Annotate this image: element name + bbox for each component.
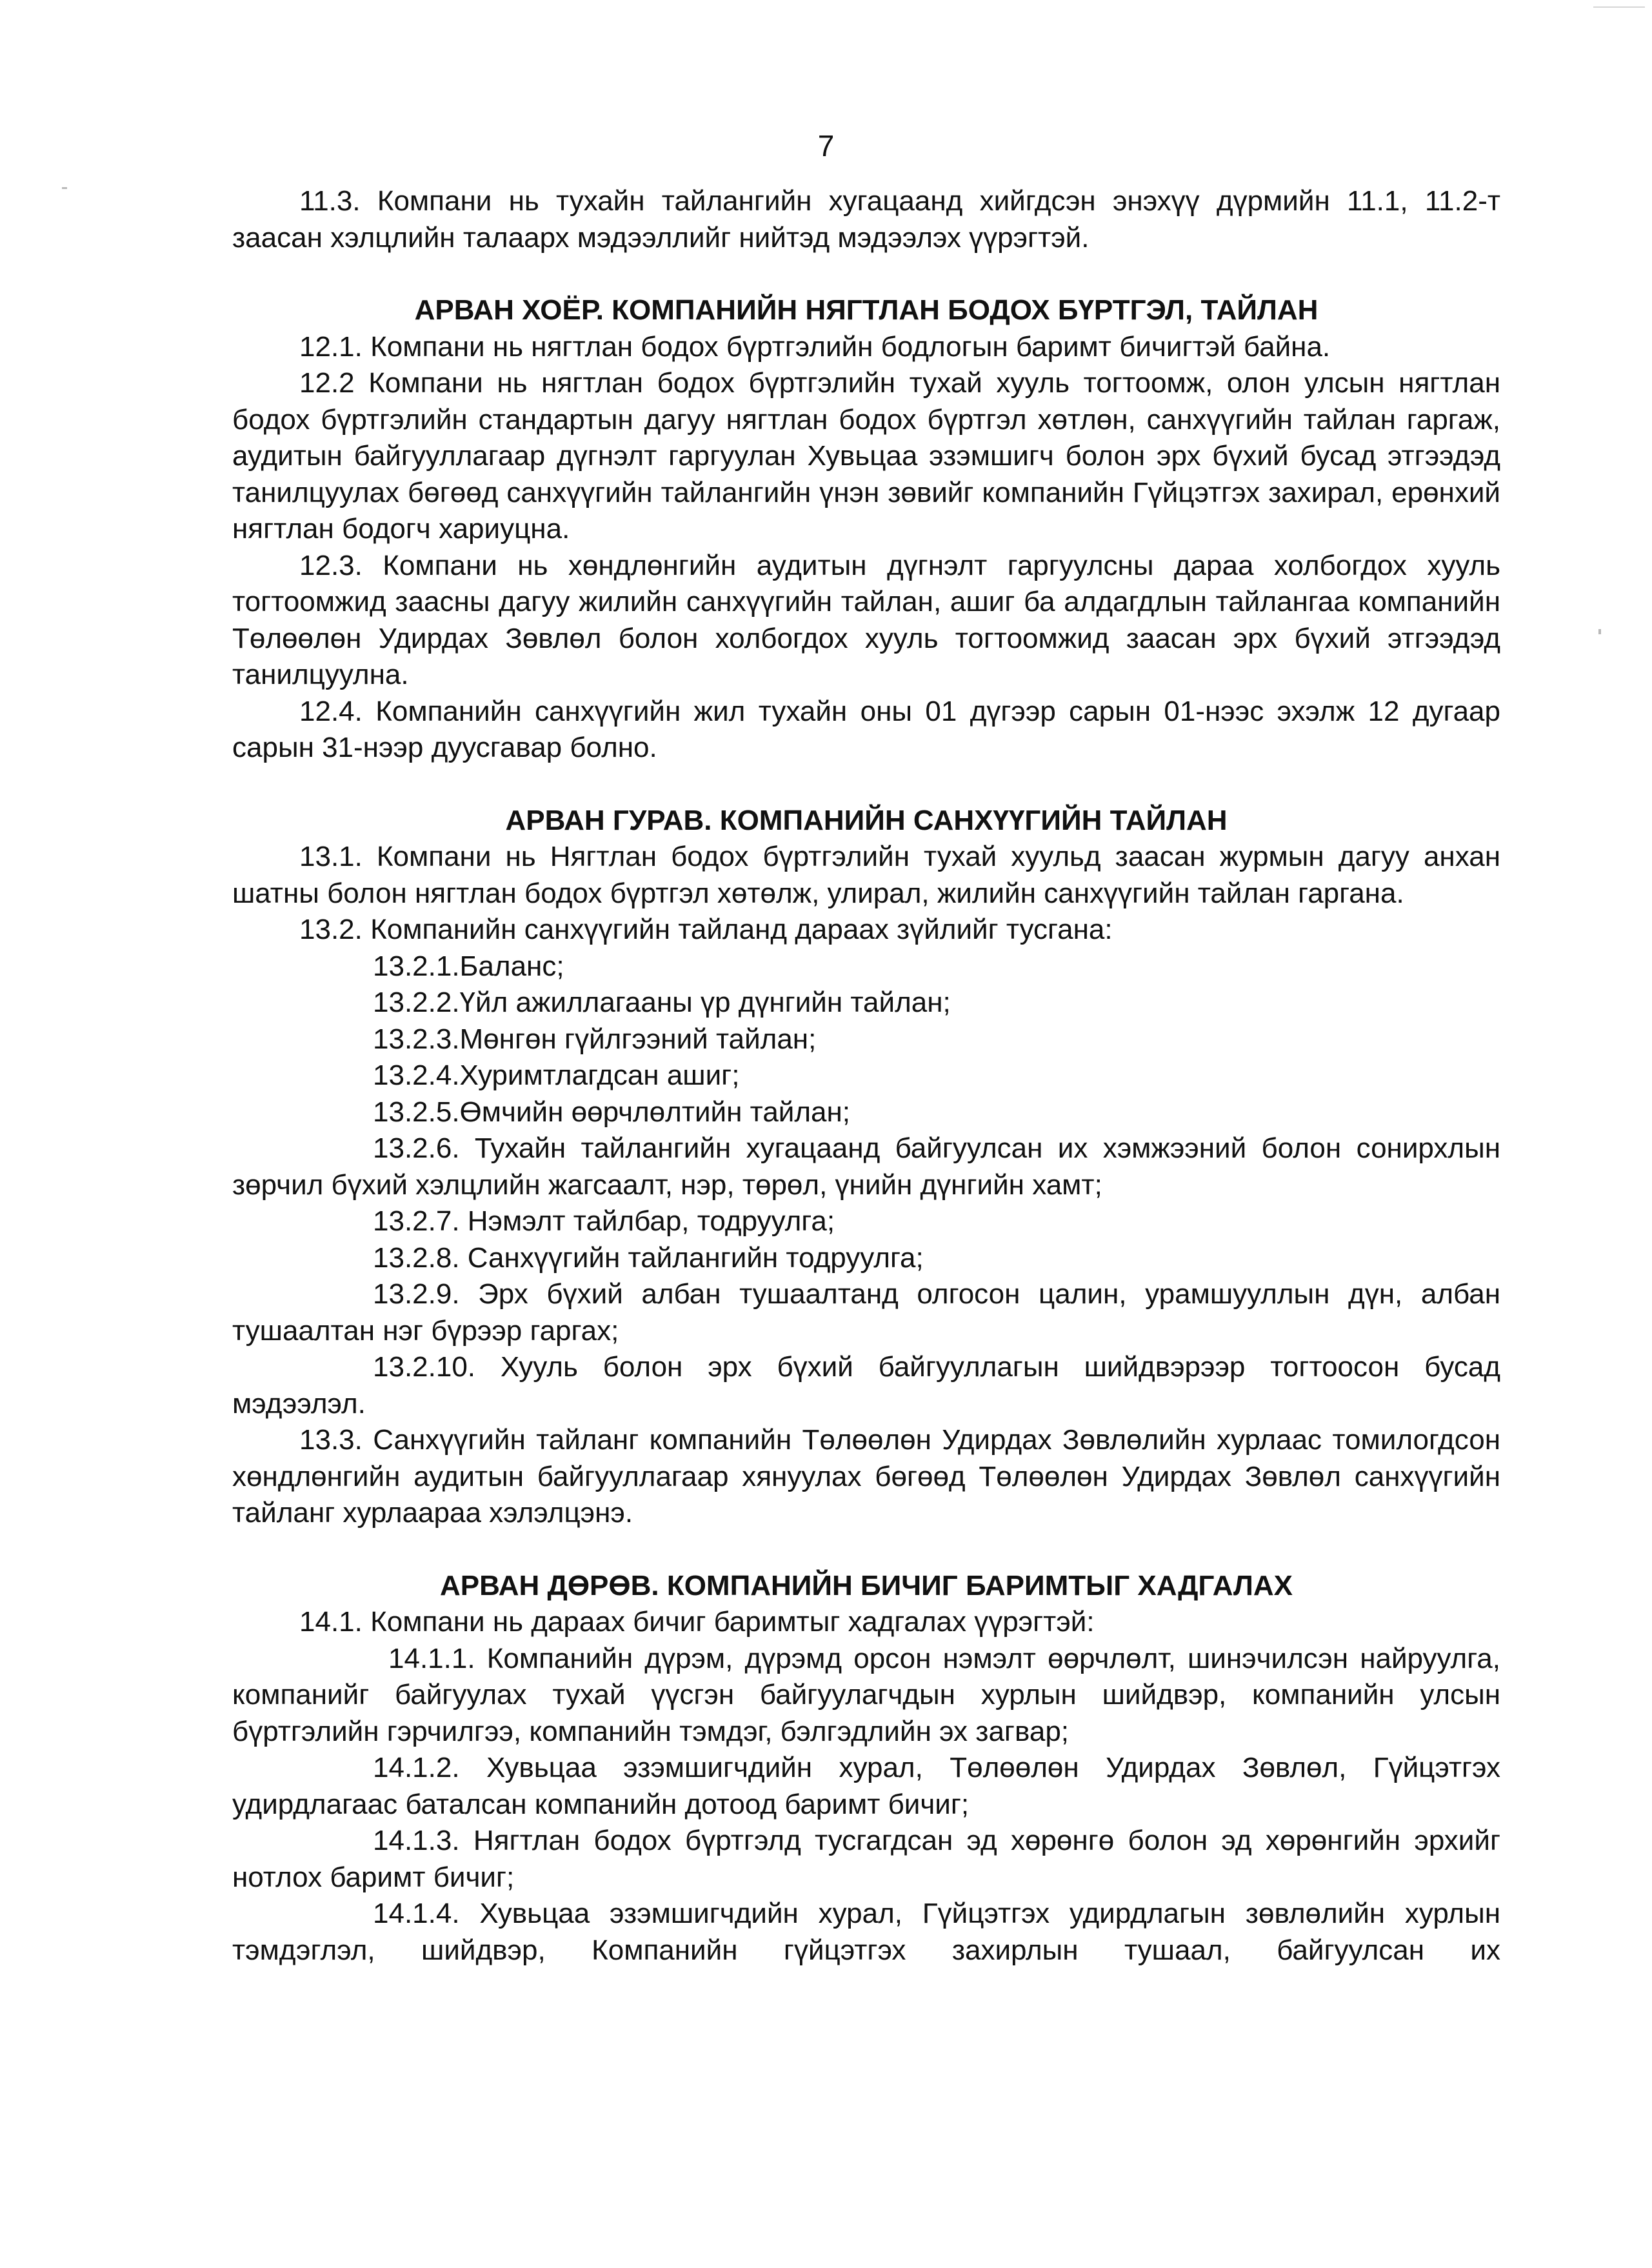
- list-item-14-1-1: 14.1.1. Компанийн дүрэм, дүрэмд орсон нэмэлт өөрчлөлт, шинэчилсэн найруулга, компанийг байгуулах тухай үүсгэн байгуулагчдын хурлын шийдвэр, компанийн улсын бүртгэлийн гэрчилгээ, компанийн тэмдэг, бэлгэдлийн эх загвар;: [232, 1642, 1500, 1747]
- paragraph-11-3: 11.3. Компани нь тухайн тайлангийн хугацаанд хийгдсэн энэхүү дүрмийн 11.1, 11.2-т заасан хэлцлийн талаарх мэдээллийг нийтэд мэдээлэх үүрэгтэй.: [232, 185, 1500, 254]
- list-item-14-1-4: 14.1.4. Хувьцаа эзэмшигчдийн хурал, Гүйцэтгэх удирдлагын зөвлөлийн хурлын тэмдэглэл, шийдвэр, Компанийн гүйцэтгэх захирлын тушаал, байгуулсан их: [232, 1898, 1500, 1966]
- list-item-13-2-8: 13.2.8. Санхүүгийн тайлангийн тодруулга;: [373, 1241, 924, 1274]
- page-number: 7: [817, 129, 835, 163]
- list-item-14-1-2: 14.1.2. Хувьцаа эзэмшигчдийн хурал, Төлөөлөн Удирдах Зөвлөл, Гүйцэтгэх удирдлагаас баталсан компанийн дотоод баримт бичиг;: [232, 1752, 1500, 1820]
- list-item-13-2-7: 13.2.7. Нэмэлт тайлбар, тодруулга;: [373, 1205, 835, 1237]
- section-heading-14: АРВАН ДӨРӨВ. КОМПАНИЙН БИЧИГ БАРИМТЫГ ХАДГАЛАХ: [439, 1569, 1293, 1601]
- list-item-13-2-3: 13.2.3.Мөнгөн гүйлгээний тайлан;: [373, 1023, 817, 1055]
- scan-speck-right: [1598, 629, 1601, 634]
- list-item-13-2-10: 13.2.10. Хууль болон эрх бүхий байгууллагын шийдвэрээр тогтоосон бусад мэдээлэл.: [232, 1351, 1500, 1420]
- scan-speck-left: [62, 187, 67, 189]
- paragraph-13-3: 13.3. Санхүүгийн тайланг компанийн Төлөөлөн Удирдах Зөвлөлийн хурлаас томилогдсон хөндлөнгийн аудитын байгууллагаар хянуулах бөгөөд Төлөөлөн Удирдах Зөвлөл санхүүгийн тайланг хурлаараа хэлэлцэнэ.: [232, 1424, 1500, 1529]
- list-item-13-2-5: 13.2.5.Өмчийн өөрчлөлтийн тайлан;: [373, 1096, 851, 1128]
- list-item-13-2-9: 13.2.9. Эрх бүхий албан тушаалтанд олгосон цалин, урамшууллын дүн, албан тушаалтан нэг бүрээр гаргах;: [232, 1278, 1500, 1347]
- paragraph-12-2: 12.2 Компани нь нягтлан бодох бүртгэлийн тухай хууль тогтоомж, олон улсын нягтлан бодох бүртгэлийн стандартын дагуу нягтлан бодох бүртгэл хөтлөн, санхүүгийн тайлан гаргаж, аудитын байгууллагаар дүгнэлт гаргуулан Хувьцаа эзэмшигч болон эрх бүхий бусад этгээдэд танилцуулах бөгөөд санхүүгийн тайлангийн үнэн зөвийг компанийн Гүйцэтгэх захирал, ерөнхий нягтлан бодогч хариуцна.: [232, 367, 1500, 545]
- list-item-13-2-2: 13.2.2.Үйл ажиллагааны үр дүнгийн тайлан;: [373, 987, 951, 1018]
- list-item-13-2-1: 13.2.1.Баланс;: [373, 950, 564, 982]
- list-item-13-2-4: 13.2.4.Хуримтлагдсан ашиг;: [373, 1059, 740, 1091]
- paragraph-14-1: 14.1. Компани нь дараах бичиг баримтыг хадгалах үүрэгтэй:: [299, 1606, 1095, 1638]
- scan-edge-line: [1593, 6, 1645, 8]
- paragraph-12-4: 12.4. Компанийн санхүүгийн жил тухайн оны 01 дүгээр сарын 01-нээс эхэлж 12 дугаар сарын 31-нээр дуусгавар болно.: [232, 695, 1500, 763]
- paragraph-13-1: 13.1. Компани нь Нягтлан бодох бүртгэлийн тухай хуульд заасан журмын дагуу анхан шатны болон нягтлан бодох бүртгэл хөтөлж, улирал, жилийн санхүүгийн тайлан гаргана.: [232, 841, 1500, 909]
- list-item-13-2-6: 13.2.6. Тухайн тайлангийн хугацаанд байгуулсан их хэмжээний болон сонирхлын зөрчил бүхий хэлцлийн жагсаалт, нэр, төрөл, үнийн дүнгийн хамт;: [232, 1132, 1500, 1201]
- section-heading-13: АРВАН ГУРАВ. КОМПАНИЙН САНХҮҮГИЙН ТАЙЛАН: [505, 804, 1228, 836]
- paragraph-12-3: 12.3. Компани нь хөндлөнгийн аудитын дүгнэлт гаргуулсны дараа холбогдох хууль тогтоомжид заасны дагуу жилийн санхүүгийн тайлан, ашиг ба алдагдлын тайлангаа компанийн Төлөөлөн Удирдах Зөвлөл болон холбогдох хууль тогтоомжид заасан эрх бүхий этгээдэд танилцуулна.: [232, 549, 1500, 690]
- section-heading-12: АРВАН ХОЁР. КОМПАНИЙН НЯГТЛАН БОДОХ БҮРТГЭЛ, ТАЙЛАН: [414, 294, 1319, 326]
- paragraph-12-1: 12.1. Компани нь нягтлан бодох бүртгэлийн бодлогын баримт бичигтэй байна.: [299, 330, 1331, 363]
- document-body: [232, 183, 1500, 1969]
- list-item-14-1-3: 14.1.3. Нягтлан бодох бүртгэлд тусгагдсан эд хөрөнгө болон эд хөрөнгийн эрхийг нотлох баримт бичиг;: [232, 1825, 1500, 1893]
- paragraph-13-2: 13.2. Компанийн санхүүгийн тайланд дараах зүйлийг тусгана:: [299, 914, 1113, 945]
